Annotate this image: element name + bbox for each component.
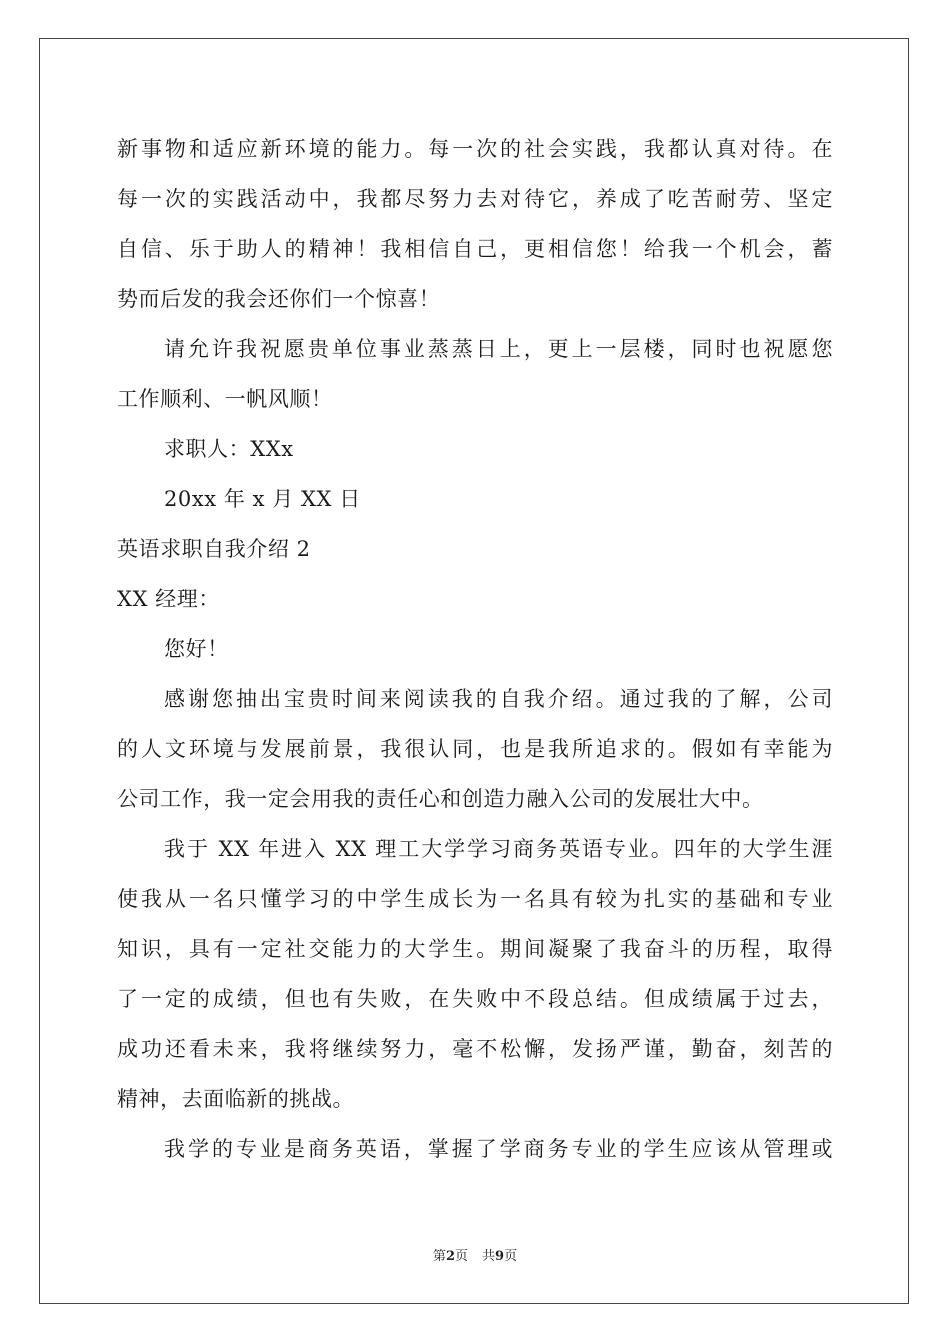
paragraph-first-line: 感谢您抽出宝贵时间来阅读我的自我介绍。通过我的了解，公司 [164, 687, 833, 711]
body-line: 自信、乐于助人的精神！我相信自己，更相信您！给我一个机会，蓄 [117, 237, 833, 261]
current-page-number: 2 [445, 1249, 455, 1264]
paragraph-first-line: 请允许我祝愿贵单位事业蒸蒸日上，更上一层楼，同时也祝愿您 [164, 337, 833, 361]
signature-date: 20xx 年 x 月 XX 日 [164, 487, 361, 511]
applicant-signature: 求职人：XXx [164, 437, 294, 461]
document-body [117, 124, 833, 1174]
body-line: 知识，具有一定社交能力的大学生。期间凝聚了我奋斗的历程，取得 [117, 937, 833, 961]
body-line: 工作顺利、一帆风顺！ [117, 387, 333, 411]
total-label-prefix: 共 [482, 1249, 496, 1264]
greeting: 您好！ [164, 637, 229, 661]
body-line: 公司工作，我一定会用我的责任心和创造力融入公司的发展壮大中。 [117, 787, 764, 811]
salutation: XX 经理： [117, 587, 220, 611]
body-line: 每一次的实践活动中，我都尽努力去对待它，养成了吃苦耐劳、坚定 [117, 187, 833, 211]
page-label-prefix: 第 [432, 1249, 446, 1264]
body-line: 使我从一名只懂学习的中学生成长为一名具有较为扎实的基础和专业 [117, 887, 833, 911]
section-title: 英语求职自我介绍 2 [117, 537, 311, 561]
body-line: 势而后发的我会还你们一个惊喜！ [117, 287, 441, 311]
paragraph-first-line: 我于 XX 年进入 XX 理工大学学习商务英语专业。四年的大学生涯 [164, 837, 833, 861]
body-line: 了一定的成绩，但也有失败，在失败中不段总结。但成绩属于过去， [117, 987, 833, 1011]
page-footer [0, 1245, 950, 1264]
total-label-suffix: 页 [504, 1249, 518, 1264]
paragraph-first-line: 我学的专业是商务英语，掌握了学商务专业的学生应该从管理或 [164, 1137, 833, 1161]
page-label-suffix: 页 [454, 1249, 468, 1264]
body-line: 成功还看未来，我将继续努力，毫不松懈，发扬严谨，勤奋，刻苦的 [117, 1037, 833, 1061]
body-line: 精神，去面临新的挑战。 [117, 1087, 355, 1111]
total-pages-number: 9 [495, 1249, 505, 1264]
body-line: 新事物和适应新环境的能力。每一次的社会实践，我都认真对待。在 [117, 137, 833, 161]
body-line: 的人文环境与发展前景，我很认同，也是我所追求的。假如有幸能为 [117, 737, 833, 761]
